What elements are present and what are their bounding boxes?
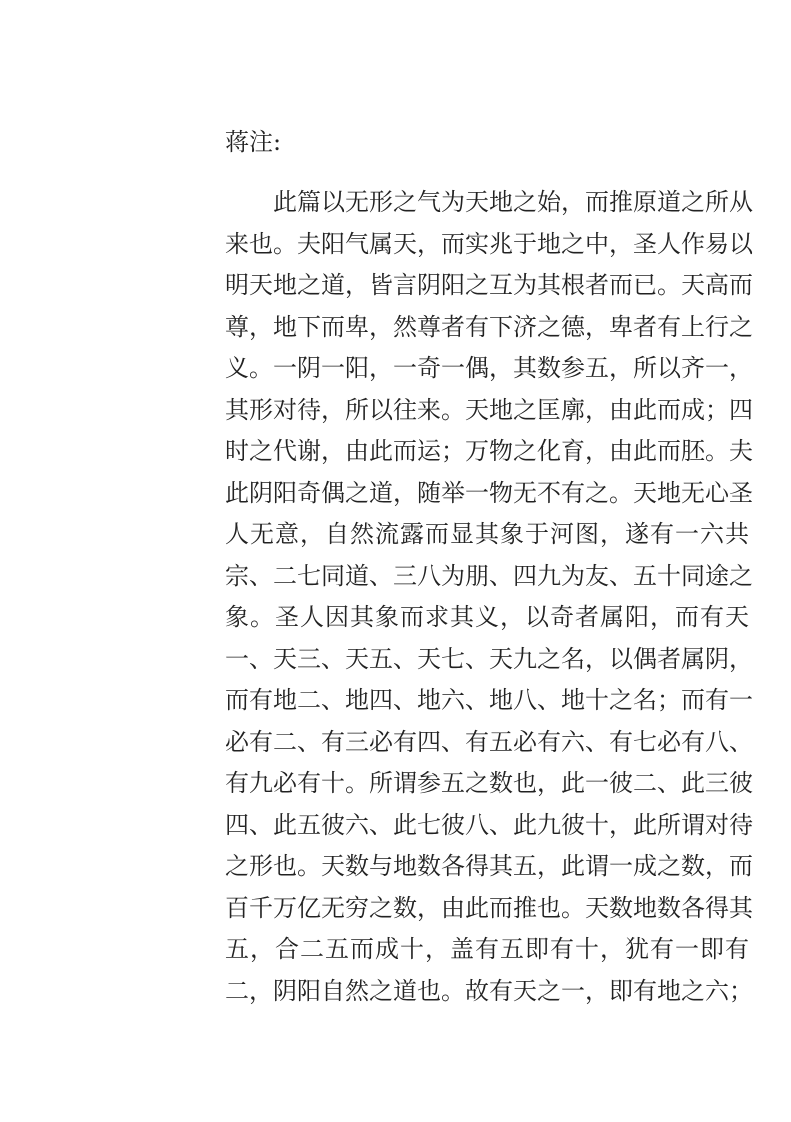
text-line: 明天地之道，皆言阴阳之互为其根者而已。天高而 xyxy=(225,271,753,299)
text-line: 而有地二、地四、地六、地八、地十之名；而有一 xyxy=(225,686,753,714)
text-line: 一、天三、天五、天七、天九之名，以偶者属阴， xyxy=(225,644,753,673)
text-line: 五，合二五而成十，盖有五即有十，犹有一即有 xyxy=(225,935,749,963)
text-line: 此篇以无形之气为天地之始，而推原道之所从 xyxy=(273,188,753,216)
text-line: 时之代谢，由此而运；万物之化育，由此而胚。夫 xyxy=(225,437,753,465)
text-line: 百千万亿无穷之数，由此而推也。天数地数各得其 xyxy=(225,893,753,922)
text-line: 有九必有十。所谓参五之数也，此一彼二、此三彼 xyxy=(225,769,753,797)
commentary-paragraph xyxy=(225,182,753,1012)
text-line: 人无意，自然流露而显其象于河图，遂有一六共 xyxy=(225,520,749,548)
text-line: 来也。夫阳气属天，而实兆于地之中，圣人作易以 xyxy=(225,229,753,258)
text-line: 四、此五彼六、此七彼八、此九彼十，此所谓对待 xyxy=(225,810,753,839)
text-line: 义。一阴一阳，一奇一偶，其数参五，所以齐一， xyxy=(225,354,753,382)
text-line: 其形对待，所以往来。天地之匡廓，由此而成；四 xyxy=(225,395,753,424)
text-line: 宗、二七同道、三八为朋、四九为友、五十同途之 xyxy=(225,561,753,590)
text-line: 必有二、有三必有四、有五必有六、有七必有八、 xyxy=(225,727,753,756)
text-line: 之形也。天数与地数各得其五，此谓一成之数，而 xyxy=(225,852,753,880)
text-line: 象。圣人因其象而求其义，以奇者属阳，而有天 xyxy=(225,603,749,631)
text-line: 二，阴阳自然之道也。故有天之一，即有地之六； xyxy=(225,976,753,1005)
section-heading: 蒋注: xyxy=(225,128,282,156)
text-line: 尊，地下而卑，然尊者有下济之德，卑者有上行之 xyxy=(225,312,753,341)
text-line: 此阴阳奇偶之道，随举一物无不有之。天地无心圣 xyxy=(225,478,753,507)
